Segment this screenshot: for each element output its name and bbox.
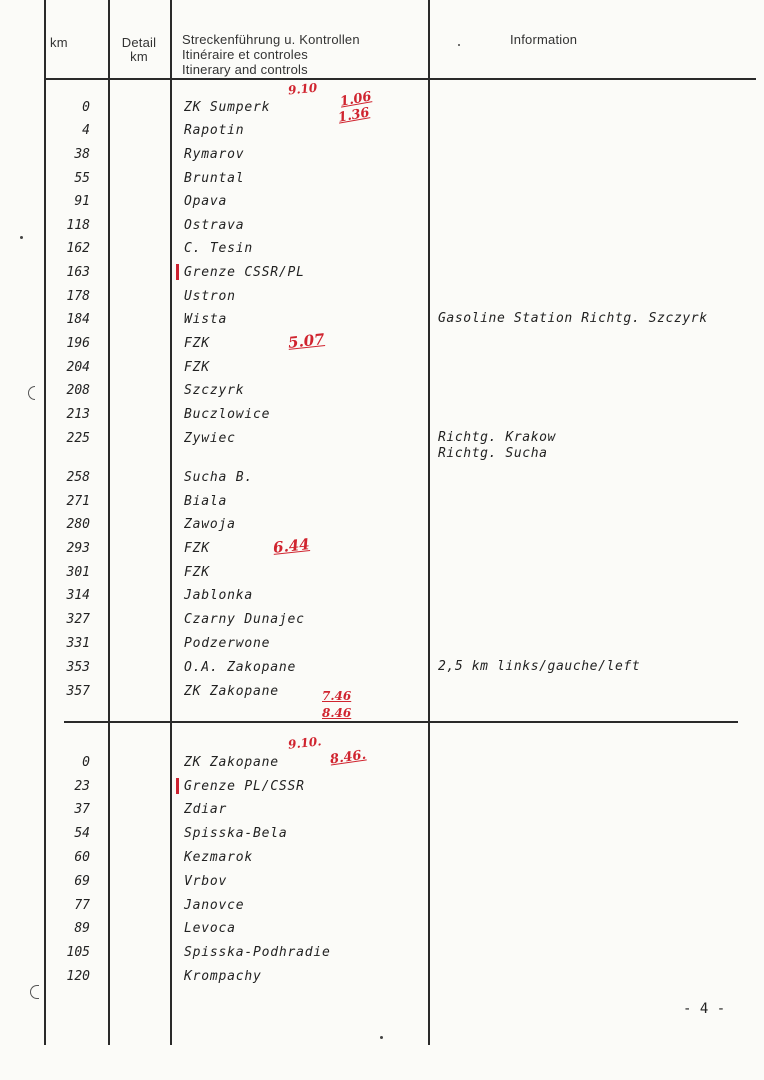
row-place: Wista [184, 312, 228, 327]
row-km: 37 [74, 802, 90, 817]
row-km: 77 [74, 898, 90, 913]
row-km: 353 [66, 660, 90, 675]
row-km: 91 [74, 194, 90, 209]
row-km: 178 [66, 289, 90, 304]
scan-speck [380, 1036, 383, 1039]
handwritten-time-value: 7.46 [322, 689, 352, 703]
handwritten-time-value: 6.44 [272, 535, 311, 557]
row-km: 184 [66, 312, 90, 327]
row-km: 105 [66, 945, 90, 960]
scan-speck [458, 44, 460, 46]
row-km: 258 [66, 470, 90, 485]
row-km: 23 [74, 779, 90, 794]
row-place: Vrbov [184, 874, 228, 889]
row-place: Krompachy [184, 969, 262, 984]
row-km: 162 [66, 241, 90, 256]
row-place: Zywiec [184, 431, 236, 446]
handwritten-time [322, 706, 351, 720]
border-mark [176, 264, 179, 280]
row-km: 0 [82, 100, 90, 115]
row-place: Zdiar [184, 802, 228, 817]
header-detail [110, 36, 168, 64]
header-itinerary-de: Streckenführung u. Kontrollen [182, 32, 360, 47]
row-km: 38 [74, 147, 90, 162]
row-place: C. Tesin [184, 241, 254, 256]
row-place: Biala [184, 494, 228, 509]
handwritten-time-value: 8.46. [329, 747, 368, 768]
handwritten-time [329, 748, 367, 768]
row-place: Grenze CSSR/PL [184, 265, 305, 280]
row-km: 55 [74, 171, 90, 186]
header-detail-line1: Detail [121, 35, 157, 50]
row-place: Jablonka [184, 588, 254, 603]
row-km: 4 [82, 123, 90, 138]
row-km: 293 [66, 541, 90, 556]
header-detail-line2: km [130, 49, 148, 64]
header-itinerary-en: Itinerary and controls [182, 62, 308, 77]
row-place: FZK [184, 541, 210, 556]
scan-speck [28, 386, 35, 400]
header-itinerary [182, 33, 360, 77]
row-place: ZK Zakopane [184, 755, 279, 770]
row-info: Richtg. Krakow [438, 430, 556, 445]
row-place: Janovce [184, 898, 245, 913]
row-km: 163 [66, 265, 90, 280]
row-place: Zawoja [184, 517, 236, 532]
handwritten-date: 9.10. [287, 734, 323, 752]
row-km: 357 [66, 684, 90, 699]
row-place: Szczyrk [184, 383, 245, 398]
handwritten-date: 9.10 [287, 80, 318, 98]
row-km: 60 [74, 850, 90, 865]
header-information: Information [510, 32, 578, 47]
handwritten-time-value: 8.46 [322, 706, 352, 720]
handwritten-time-value: 1.36 [336, 105, 371, 126]
row-place: ZK Sumperk [184, 100, 271, 115]
row-km: 204 [66, 360, 90, 375]
handwritten-time [272, 535, 310, 557]
row-km: 69 [74, 874, 90, 889]
row-km: 225 [66, 431, 90, 446]
column-rule-detail [170, 0, 172, 1045]
row-km: 0 [82, 755, 90, 770]
page-number: - 4 - [683, 1001, 726, 1017]
header-km: km [50, 35, 68, 50]
row-place: Podzerwone [184, 636, 271, 651]
handwritten-time-value: 1.06 [338, 89, 373, 110]
row-km: 301 [66, 565, 90, 580]
row-km: 314 [66, 588, 90, 603]
row-place: Opava [184, 194, 228, 209]
row-km: 118 [66, 218, 90, 233]
row-info: Gasoline Station Richtg. Szczyrk [438, 311, 708, 326]
row-place: Ostrava [184, 218, 245, 233]
handwritten-time [287, 330, 325, 352]
scan-speck [30, 985, 39, 999]
row-info-line2: Richtg. Sucha [438, 446, 548, 461]
row-km: 196 [66, 336, 90, 351]
row-place: Spisska-Podhradie [184, 945, 331, 960]
scan-speck [20, 236, 23, 239]
row-km: 54 [74, 826, 90, 841]
header-itinerary-fr: Itinéraire et controles [182, 47, 308, 62]
row-place: Ustron [184, 289, 236, 304]
column-rule-itinerary [428, 0, 430, 1045]
row-km: 89 [74, 921, 90, 936]
row-place: Czarny Dunajec [184, 612, 305, 627]
row-km: 280 [66, 517, 90, 532]
row-info: 2,5 km links/gauche/left [438, 659, 641, 674]
row-km: 327 [66, 612, 90, 627]
row-km: 331 [66, 636, 90, 651]
row-place: Spisska-Bela [184, 826, 288, 841]
row-place: FZK [184, 336, 210, 351]
row-place: Rymarov [184, 147, 245, 162]
row-place: Sucha B. [184, 470, 254, 485]
row-place: ZK Zakopane [184, 684, 279, 699]
row-km: 208 [66, 383, 90, 398]
handwritten-time-value: 5.07 [287, 330, 326, 352]
header-rule [44, 78, 756, 80]
column-rule-km [108, 0, 110, 1045]
row-place: O.A. Zakopane [184, 660, 297, 675]
row-km: 213 [66, 407, 90, 422]
row-place: FZK [184, 360, 210, 375]
row-place: Kezmarok [184, 850, 254, 865]
row-place: Grenze PL/CSSR [184, 779, 305, 794]
row-km: 120 [66, 969, 90, 984]
handwritten-time [322, 689, 351, 703]
row-place: Bruntal [184, 171, 245, 186]
row-place: Rapotin [184, 123, 245, 138]
border-mark [176, 778, 179, 794]
row-place: Buczlowice [184, 407, 271, 422]
row-km: 271 [66, 494, 90, 509]
section-divider [64, 721, 738, 723]
row-place: Levoca [184, 921, 236, 936]
row-place: FZK [184, 565, 210, 580]
